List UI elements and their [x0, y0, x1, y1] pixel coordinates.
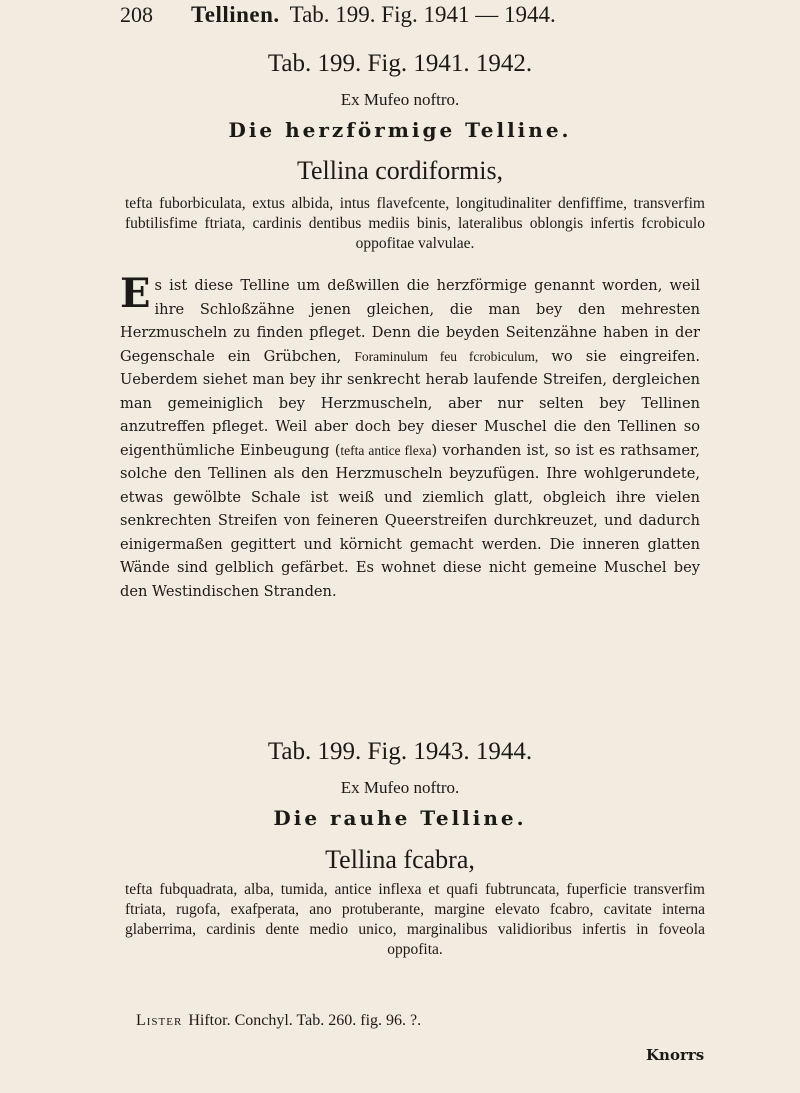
body-latin-term2: tefta antice flexa [340, 442, 432, 458]
body-text-part2: wo sie eingreifen. Ueberdem siehet man bey ihr senkrecht herab laufende Streifen, dergleichen man gemeiniglich bey Herzmuscheln, aber nur selten bey Tellinen anzutreffen pfleget. Weil aber doch bey dieser Muschel die den Tellinen so eigenthümliche Einbeugung ( [120, 347, 701, 459]
section1-body [120, 270, 701, 603]
page-number: 208 [120, 2, 153, 27]
section1-museum: Ex Mufeo noftro. [340, 90, 460, 109]
running-title: Tellinen. [191, 2, 280, 27]
body-text-part3: ) vorhanden ist, so ist es rathsamer, solche den Tellinen als den Herzmuscheln beyzufügen. Ihre wohlgerundete, etwas gewölbte Schale ist weiß und ziemlich glatt, obgleich ihre vielen senkrechten Streifen von feineren Queerstreifen durchkreuzet, und dadurch einigermaßen gegittert und körnicht gemacht werden. Die inneren glatten Wände sind gelblich gefärbet. Es wohnet diese nicht gemeine Muschel bey den Westindischen Stranden. [120, 441, 700, 600]
body-text-part1: s ist diese Telline um deßwillen die herzförmige genannt worden, weil ihre Schloßzähne jenen gleichen, die man bey den mehresten Herzmuscheln zu finden pfleget. Denn die beyden Seitenzähne haben in der Gegenschale ein Grübchen, [120, 277, 700, 365]
citation [136, 1012, 716, 1030]
catchword: Knorrs [646, 1046, 705, 1064]
running-header [120, 2, 680, 48]
section2-diagnosis: tefta fubquadrata, alba, tumida, antice inflexa et quafi fubtruncata, fuperficie transverfim ftriata, rugofa, exafperata, ano protuberante, margine elevato fcabro, cavitate interna glaberrima, cardinis dente medio unico, marginalibus validioribus infertis in foveola oppofita. [125, 881, 705, 958]
section1-tab-line: Tab. 199. Fig. 1941. 1942. [267, 50, 533, 77]
section1-german-title: Die herzförmige Telline. [228, 118, 572, 142]
figure-reference: Tab. 199. Fig. 1941 — 1944. [289, 2, 556, 27]
dropcap: E [120, 270, 151, 317]
section1-latin-name: Tellina cordiformis, [296, 156, 504, 185]
section2-german-title: Die rauhe Telline. [273, 806, 527, 830]
citation-author: Lister [136, 1012, 183, 1029]
section1-diagnosis: tefta fuborbiculata, extus albida, intus flavefcente, longitudinaliter denfiffime, transverfim fubtilisfime ftriata, cardinis dentibus mediis binis, lateralibus oblongis infertis fcrobiculo oppofitae valvulae. [125, 195, 705, 252]
section2-museum: Ex Mufeo noftro. [340, 778, 460, 797]
section2-tab-line: Tab. 199. Fig. 1943. 1944. [267, 738, 533, 765]
section2-latin-name: Tellina fcabra, [325, 845, 475, 874]
citation-text: Hiftor. Conchyl. Tab. 260. fig. 96. ?. [188, 1012, 422, 1029]
body-latin-term1: Foraminulum feu fcrobiculum, [354, 348, 539, 364]
